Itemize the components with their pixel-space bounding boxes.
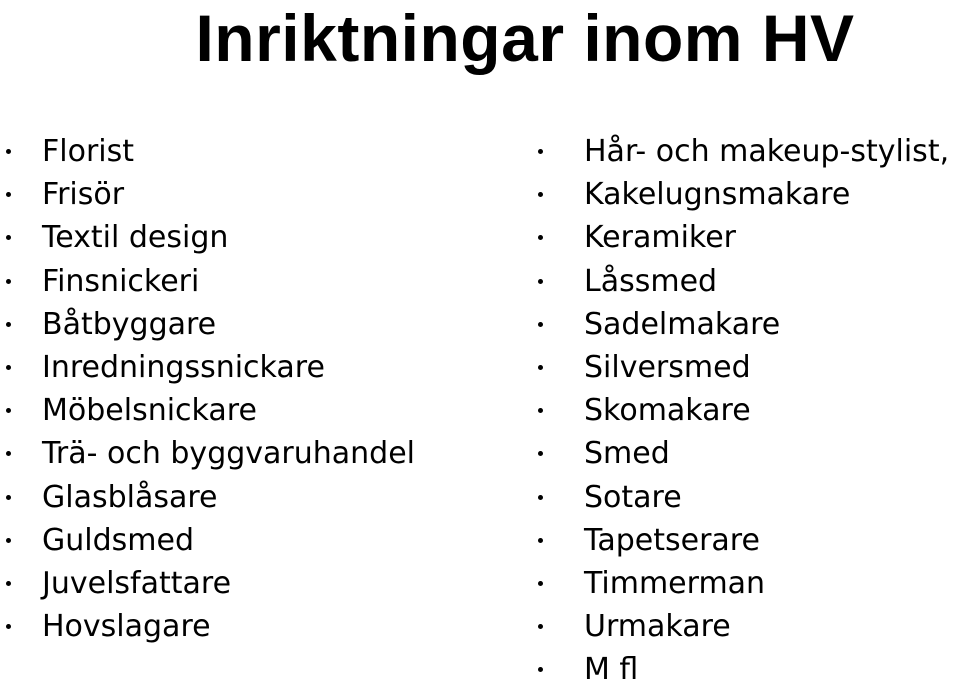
page-title: Inriktningar inom HV (195, 1, 855, 75)
bullet-list-right (534, 130, 960, 691)
bullet-icon (538, 408, 543, 413)
bullet-icon (538, 624, 543, 629)
list-item-label: Inredningssnickare (42, 349, 325, 385)
bullet-icon (6, 322, 11, 327)
list-item (534, 260, 960, 303)
list-item (0, 130, 520, 173)
bullet-icon (538, 365, 543, 370)
list-item (0, 562, 520, 605)
list-item-label: Juvelsfattare (42, 565, 232, 601)
list-item (0, 346, 520, 389)
list-item-label: Glasblåsare (42, 479, 218, 515)
bullet-icon (538, 495, 543, 500)
list-item-label: Sadelmakare (584, 306, 781, 342)
list-item-label: Smed (584, 436, 670, 472)
list-item (0, 303, 520, 346)
list-item (534, 346, 960, 389)
list-item-label: Trä- och byggvaruhandel (42, 436, 416, 472)
list-item (534, 303, 960, 346)
bullet-icon (6, 538, 11, 543)
list-item (534, 389, 960, 432)
bullet-icon (538, 192, 543, 197)
list-item (0, 216, 520, 259)
list-item-label: Timmerman (584, 565, 766, 601)
list-item (534, 476, 960, 519)
bullet-icon (538, 538, 543, 543)
bullet-icon (538, 667, 543, 672)
bullet-icon (538, 149, 543, 154)
bullet-icon (538, 279, 543, 284)
list-item-label: Sotare (584, 479, 682, 515)
bullet-icon (538, 322, 543, 327)
bullet-icon (6, 149, 11, 154)
list-item (0, 389, 520, 432)
list-item-label: Möbelsnickare (42, 393, 257, 429)
list-item-label: Frisör (42, 177, 125, 213)
list-item-label: Tapetserare (584, 522, 760, 558)
bullet-icon (6, 451, 11, 456)
list-item (534, 648, 960, 691)
list-item-label: Hår- och makeup-stylist, (584, 134, 950, 169)
list-item-label: Hovslagare (42, 609, 211, 645)
list-item (0, 476, 520, 519)
list-item-label: Keramiker (584, 220, 737, 256)
bullet-icon (6, 408, 11, 413)
list-item-label: Kakelugnsmakare (584, 177, 851, 213)
list-item-label: Florist (42, 134, 135, 169)
list-item-label: Båtbyggare (42, 306, 217, 342)
list-item (534, 519, 960, 562)
list-item (534, 173, 960, 216)
list-item-label: Guldsmed (42, 522, 194, 558)
bullet-icon (6, 279, 11, 284)
list-item (0, 605, 520, 648)
bullet-icon (6, 495, 11, 500)
list-item (534, 216, 960, 259)
list-item-label: Låssmed (584, 263, 718, 299)
bullet-icon (6, 365, 11, 370)
list-item (0, 519, 520, 562)
list-item-label: Skomakare (584, 393, 751, 429)
list-item-label: M fl (584, 652, 639, 688)
bullet-icon (6, 581, 11, 586)
list-item (534, 605, 960, 648)
list-item-label: Finsnickeri (42, 263, 200, 299)
list-item (0, 173, 520, 216)
bullet-icon (6, 624, 11, 629)
list-item (0, 432, 520, 475)
list-item (534, 130, 960, 173)
bullet-icon (538, 581, 543, 586)
list-item-label: Textil design (42, 220, 229, 256)
list-item (534, 432, 960, 475)
bullet-icon (538, 451, 543, 456)
list-item (534, 562, 960, 605)
list-item (0, 260, 520, 303)
bullet-icon (6, 192, 11, 197)
bullet-list-left (0, 130, 520, 648)
bullet-icon (6, 235, 11, 240)
list-item-label: Silversmed (584, 349, 751, 385)
bullet-icon (538, 235, 543, 240)
list-item-label: Urmakare (584, 609, 731, 645)
